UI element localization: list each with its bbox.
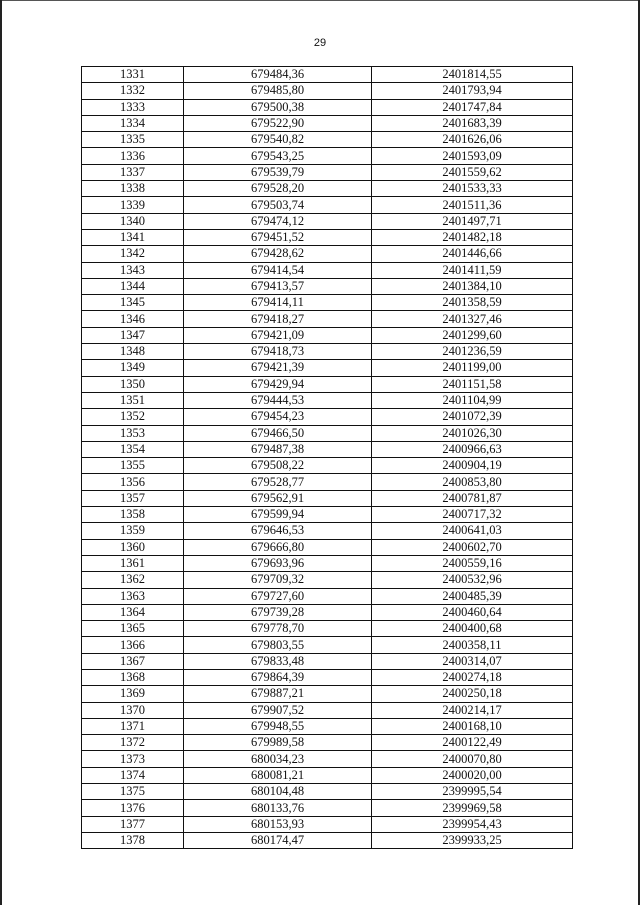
point-number-cell: 1364 (82, 604, 184, 620)
table-row (82, 800, 573, 816)
x-coordinate-cell: 679444,53 (184, 392, 372, 408)
point-number-cell: 1371 (82, 718, 184, 734)
point-number-cell: 1342 (82, 246, 184, 262)
x-coordinate-cell: 679485,80 (184, 83, 372, 99)
table-row (82, 621, 573, 637)
y-coordinate-cell: 2399933,25 (372, 832, 573, 848)
y-coordinate-cell: 2400070,80 (372, 751, 573, 767)
table-row (82, 735, 573, 751)
scan-edge-left (0, 0, 2, 905)
y-coordinate-cell: 2399954,43 (372, 816, 573, 832)
x-coordinate-cell: 680104,48 (184, 784, 372, 800)
y-coordinate-cell: 2401747,84 (372, 99, 573, 115)
x-coordinate-cell: 680153,93 (184, 816, 372, 832)
x-coordinate-cell: 679693,96 (184, 555, 372, 571)
y-coordinate-cell: 2401236,59 (372, 344, 573, 360)
point-number-cell: 1361 (82, 555, 184, 571)
table-row (82, 832, 573, 848)
table-row (82, 311, 573, 327)
y-coordinate-cell: 2401683,39 (372, 115, 573, 131)
point-number-cell: 1350 (82, 376, 184, 392)
point-number-cell: 1343 (82, 262, 184, 278)
y-coordinate-cell: 2401072,39 (372, 409, 573, 425)
table-row (82, 164, 573, 180)
table-row (82, 490, 573, 506)
x-coordinate-cell: 680174,47 (184, 832, 372, 848)
page-number: 29 (313, 37, 327, 49)
y-coordinate-cell: 2401814,55 (372, 67, 573, 83)
y-coordinate-cell: 2400274,18 (372, 669, 573, 685)
y-coordinate-cell: 2401327,46 (372, 311, 573, 327)
table-row (82, 702, 573, 718)
y-coordinate-cell: 2401497,71 (372, 213, 573, 229)
x-coordinate-cell: 679484,36 (184, 67, 372, 83)
table-row (82, 669, 573, 685)
x-coordinate-cell: 679413,57 (184, 278, 372, 294)
x-coordinate-cell: 679778,70 (184, 621, 372, 637)
table-row (82, 637, 573, 653)
point-number-cell: 1374 (82, 767, 184, 783)
x-coordinate-cell: 679907,52 (184, 702, 372, 718)
point-number-cell: 1349 (82, 360, 184, 376)
y-coordinate-cell: 2401358,59 (372, 295, 573, 311)
point-number-cell: 1336 (82, 148, 184, 164)
x-coordinate-cell: 679418,73 (184, 344, 372, 360)
x-coordinate-cell: 679466,50 (184, 425, 372, 441)
point-number-cell: 1367 (82, 653, 184, 669)
point-number-cell: 1353 (82, 425, 184, 441)
y-coordinate-cell: 2401559,62 (372, 164, 573, 180)
x-coordinate-cell: 679451,52 (184, 229, 372, 245)
point-number-cell: 1335 (82, 132, 184, 148)
point-number-cell: 1337 (82, 164, 184, 180)
point-number-cell: 1331 (82, 67, 184, 83)
point-number-cell: 1339 (82, 197, 184, 213)
point-number-cell: 1362 (82, 572, 184, 588)
x-coordinate-cell: 679500,38 (184, 99, 372, 115)
table-row (82, 751, 573, 767)
x-coordinate-cell: 679948,55 (184, 718, 372, 734)
x-coordinate-cell: 679528,77 (184, 474, 372, 490)
x-coordinate-cell: 679528,20 (184, 181, 372, 197)
y-coordinate-cell: 2399995,54 (372, 784, 573, 800)
point-number-cell: 1360 (82, 539, 184, 555)
x-coordinate-cell: 679539,79 (184, 164, 372, 180)
point-number-cell: 1356 (82, 474, 184, 490)
table-row (82, 555, 573, 571)
x-coordinate-cell: 679508,22 (184, 458, 372, 474)
y-coordinate-cell: 2401511,36 (372, 197, 573, 213)
table-row (82, 262, 573, 278)
table-row (82, 197, 573, 213)
y-coordinate-cell: 2401793,94 (372, 83, 573, 99)
table-row (82, 213, 573, 229)
x-coordinate-cell: 680081,21 (184, 767, 372, 783)
x-coordinate-cell: 679421,39 (184, 360, 372, 376)
table-row (82, 327, 573, 343)
x-coordinate-cell: 679646,53 (184, 523, 372, 539)
y-coordinate-cell: 2400904,19 (372, 458, 573, 474)
y-coordinate-cell: 2400485,39 (372, 588, 573, 604)
y-coordinate-cell: 2401199,00 (372, 360, 573, 376)
point-number-cell: 1369 (82, 686, 184, 702)
y-coordinate-cell: 2401446,66 (372, 246, 573, 262)
y-coordinate-cell: 2400250,18 (372, 686, 573, 702)
y-coordinate-cell: 2401593,09 (372, 148, 573, 164)
table-row (82, 539, 573, 555)
table-row (82, 458, 573, 474)
point-number-cell: 1340 (82, 213, 184, 229)
x-coordinate-cell: 679421,09 (184, 327, 372, 343)
y-coordinate-cell: 2401299,60 (372, 327, 573, 343)
y-coordinate-cell: 2400532,96 (372, 572, 573, 588)
table-row (82, 181, 573, 197)
x-coordinate-cell: 679454,23 (184, 409, 372, 425)
y-coordinate-cell: 2400853,80 (372, 474, 573, 490)
y-coordinate-cell: 2400559,16 (372, 555, 573, 571)
point-number-cell: 1375 (82, 784, 184, 800)
point-number-cell: 1344 (82, 278, 184, 294)
table-row (82, 653, 573, 669)
point-number-cell: 1365 (82, 621, 184, 637)
table-row (82, 425, 573, 441)
table-row (82, 784, 573, 800)
table-row (82, 229, 573, 245)
y-coordinate-cell: 2400966,63 (372, 441, 573, 457)
x-coordinate-cell: 679414,11 (184, 295, 372, 311)
y-coordinate-cell: 2399969,58 (372, 800, 573, 816)
coordinates-table-body (82, 67, 573, 849)
point-number-cell: 1355 (82, 458, 184, 474)
table-row (82, 392, 573, 408)
table-row (82, 507, 573, 523)
x-coordinate-cell: 680034,23 (184, 751, 372, 767)
x-coordinate-cell: 679739,28 (184, 604, 372, 620)
point-number-cell: 1370 (82, 702, 184, 718)
x-coordinate-cell: 679429,94 (184, 376, 372, 392)
table-row (82, 686, 573, 702)
point-number-cell: 1378 (82, 832, 184, 848)
point-number-cell: 1345 (82, 295, 184, 311)
point-number-cell: 1363 (82, 588, 184, 604)
y-coordinate-cell: 2401384,10 (372, 278, 573, 294)
y-coordinate-cell: 2400641,03 (372, 523, 573, 539)
x-coordinate-cell: 679503,74 (184, 197, 372, 213)
table-row (82, 409, 573, 425)
table-row (82, 278, 573, 294)
x-coordinate-cell: 679833,48 (184, 653, 372, 669)
table-row (82, 115, 573, 131)
y-coordinate-cell: 2401411,59 (372, 262, 573, 278)
point-number-cell: 1347 (82, 327, 184, 343)
table-row (82, 344, 573, 360)
x-coordinate-cell: 679428,62 (184, 246, 372, 262)
x-coordinate-cell: 679727,60 (184, 588, 372, 604)
table-row (82, 132, 573, 148)
table-row (82, 474, 573, 490)
point-number-cell: 1359 (82, 523, 184, 539)
x-coordinate-cell: 679414,54 (184, 262, 372, 278)
y-coordinate-cell: 2401104,99 (372, 392, 573, 408)
point-number-cell: 1341 (82, 229, 184, 245)
y-coordinate-cell: 2401026,30 (372, 425, 573, 441)
table-row (82, 441, 573, 457)
table-row (82, 718, 573, 734)
x-coordinate-cell: 679543,25 (184, 148, 372, 164)
table-row (82, 572, 573, 588)
x-coordinate-cell: 679540,82 (184, 132, 372, 148)
point-number-cell: 1351 (82, 392, 184, 408)
x-coordinate-cell: 679599,94 (184, 507, 372, 523)
x-coordinate-cell: 679864,39 (184, 669, 372, 685)
y-coordinate-cell: 2400717,32 (372, 507, 573, 523)
point-number-cell: 1354 (82, 441, 184, 457)
table-row (82, 604, 573, 620)
table-row (82, 588, 573, 604)
point-number-cell: 1373 (82, 751, 184, 767)
point-number-cell: 1377 (82, 816, 184, 832)
point-number-cell: 1348 (82, 344, 184, 360)
y-coordinate-cell: 2401533,33 (372, 181, 573, 197)
x-coordinate-cell: 679474,12 (184, 213, 372, 229)
y-coordinate-cell: 2400400,68 (372, 621, 573, 637)
y-coordinate-cell: 2401626,06 (372, 132, 573, 148)
table-row (82, 99, 573, 115)
table-row (82, 67, 573, 83)
table-row (82, 767, 573, 783)
table-row (82, 295, 573, 311)
y-coordinate-cell: 2400214,17 (372, 702, 573, 718)
table-row (82, 83, 573, 99)
y-coordinate-cell: 2400781,87 (372, 490, 573, 506)
point-number-cell: 1346 (82, 311, 184, 327)
x-coordinate-cell: 679522,90 (184, 115, 372, 131)
table-row (82, 816, 573, 832)
table-row (82, 148, 573, 164)
table-row (82, 246, 573, 262)
table-row (82, 376, 573, 392)
y-coordinate-cell: 2401482,18 (372, 229, 573, 245)
y-coordinate-cell: 2400168,10 (372, 718, 573, 734)
coordinates-table (81, 66, 573, 849)
x-coordinate-cell: 679487,38 (184, 441, 372, 457)
point-number-cell: 1358 (82, 507, 184, 523)
x-coordinate-cell: 679418,27 (184, 311, 372, 327)
x-coordinate-cell: 679562,91 (184, 490, 372, 506)
x-coordinate-cell: 680133,76 (184, 800, 372, 816)
point-number-cell: 1332 (82, 83, 184, 99)
point-number-cell: 1333 (82, 99, 184, 115)
table-row (82, 523, 573, 539)
point-number-cell: 1376 (82, 800, 184, 816)
table-row (82, 360, 573, 376)
x-coordinate-cell: 679666,80 (184, 539, 372, 555)
y-coordinate-cell: 2400602,70 (372, 539, 573, 555)
point-number-cell: 1357 (82, 490, 184, 506)
y-coordinate-cell: 2400460,64 (372, 604, 573, 620)
y-coordinate-cell: 2400358,11 (372, 637, 573, 653)
y-coordinate-cell: 2401151,58 (372, 376, 573, 392)
x-coordinate-cell: 679989,58 (184, 735, 372, 751)
x-coordinate-cell: 679887,21 (184, 686, 372, 702)
point-number-cell: 1372 (82, 735, 184, 751)
x-coordinate-cell: 679709,32 (184, 572, 372, 588)
y-coordinate-cell: 2400314,07 (372, 653, 573, 669)
point-number-cell: 1368 (82, 669, 184, 685)
point-number-cell: 1338 (82, 181, 184, 197)
x-coordinate-cell: 679803,55 (184, 637, 372, 653)
y-coordinate-cell: 2400122,49 (372, 735, 573, 751)
point-number-cell: 1334 (82, 115, 184, 131)
scan-edge-top (0, 0, 640, 1)
y-coordinate-cell: 2400020,00 (372, 767, 573, 783)
point-number-cell: 1366 (82, 637, 184, 653)
point-number-cell: 1352 (82, 409, 184, 425)
